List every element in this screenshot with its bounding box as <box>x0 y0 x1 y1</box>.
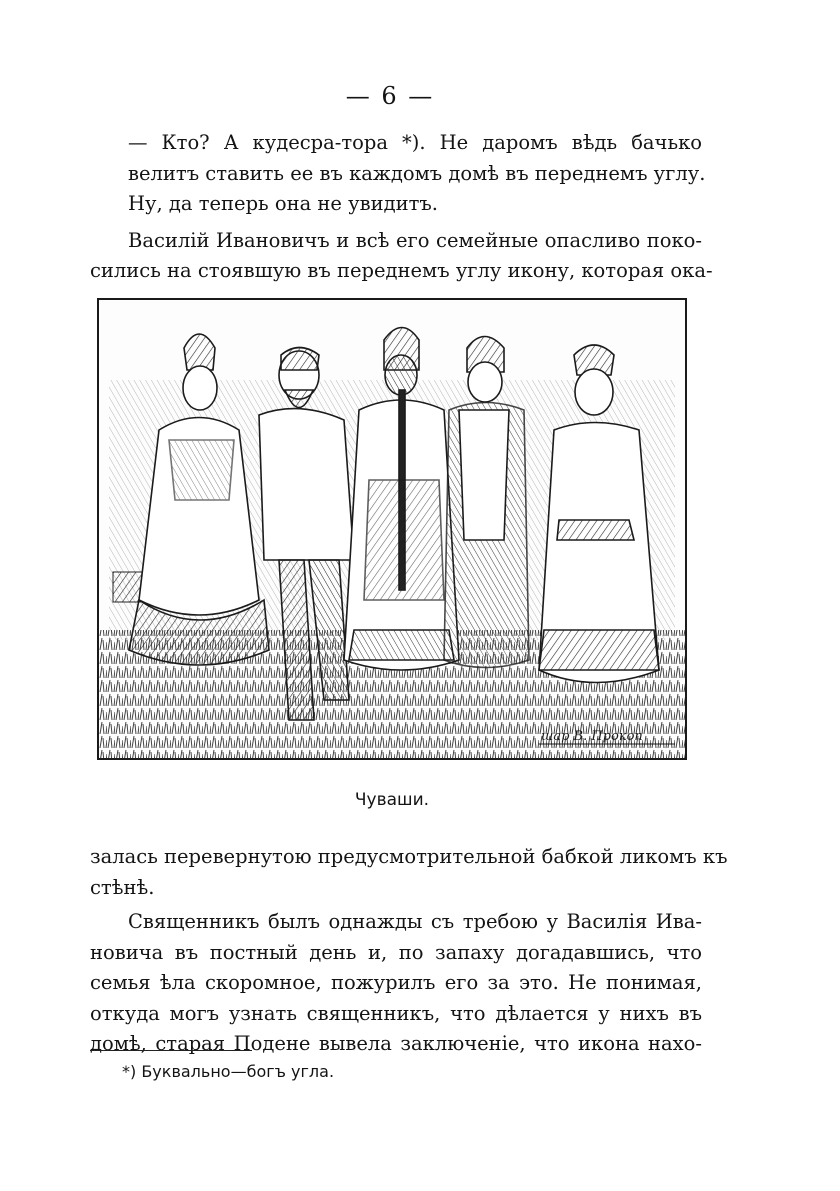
engraving-drawing <box>99 300 685 758</box>
text-line: домѣ, старая Подене вывела заключеніе, что икона нахо- <box>90 1032 702 1055</box>
text-line: Василій Ивановичъ и всѣ его семейные опасливо поко- <box>128 228 702 252</box>
illustration-chuvash-people <box>97 298 687 760</box>
text-line: стѣнѣ. <box>90 875 155 899</box>
text-line: — Кто? А кудесра-тора *). Не даромъ вѣдь бачько <box>128 131 702 154</box>
artist-signature: шар В. Прокоп <box>541 729 643 744</box>
text-line: велитъ ставить ее въ каждомъ домѣ въ переднемъ углу. <box>128 161 706 185</box>
text-line: сились на стоявшую въ переднемъ углу икону, которая ока- <box>90 259 713 282</box>
bottom-paragraphs <box>90 842 728 1060</box>
footnote: *) Буквально—богъ угла. <box>122 1062 335 1081</box>
page-number: — 6 — <box>345 82 435 110</box>
text-line: новича въ постный день и, по запаху догадавшись, что <box>90 940 702 964</box>
text-line: откуда могъ узнать священникъ, что дѣлается у нихъ въ <box>90 1001 702 1025</box>
text-line: Священникъ былъ однажды съ требою у Василія Ива- <box>128 910 702 933</box>
text-line: Ну, да теперь она не увидитъ. <box>128 192 439 215</box>
paragraph-dialogue <box>90 128 706 220</box>
figure-caption: Чуваши. <box>354 790 430 810</box>
paragraph-narration <box>90 226 713 287</box>
text-line: семья ѣла скоромное, пожурилъ его за это. Не понимая, <box>90 971 702 994</box>
paragraph-priest <box>90 907 702 1060</box>
top-paragraphs <box>90 128 713 287</box>
footnote-rule <box>90 1050 252 1051</box>
text-line: залась перевернутою предусмотрительной бабкой ликомъ къ <box>90 845 728 868</box>
paragraph-continuation <box>90 842 728 903</box>
